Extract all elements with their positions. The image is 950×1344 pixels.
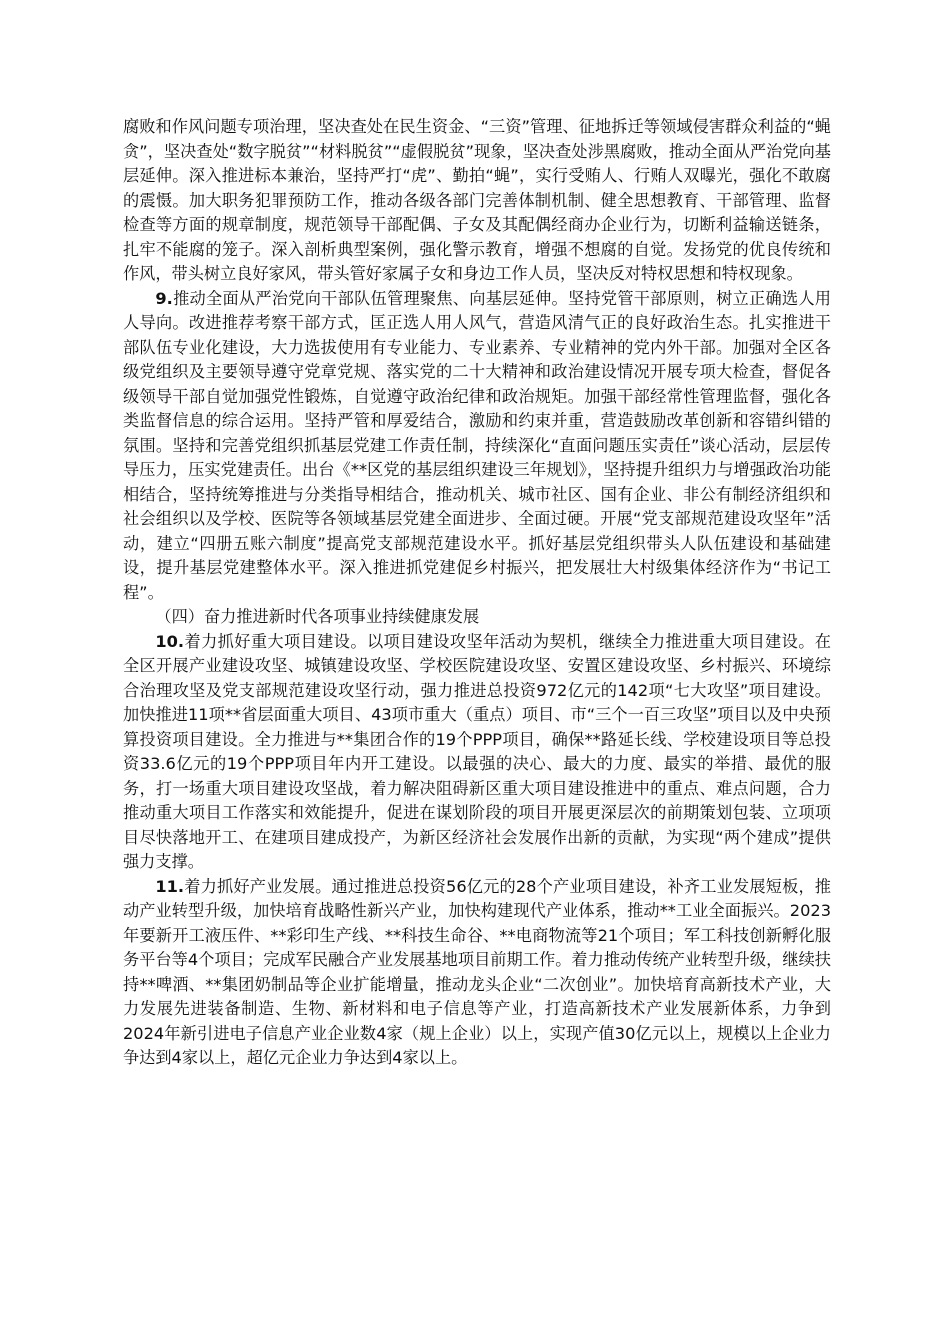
paragraph-text: 腐败和作风问题专项治理，坚决查处在民生资金、“三资”管理、征地拆迁等领域侵害群众利益的“蝇贪”，坚决查处“数字脱贫”“材料脱贫”“虚假脱贫”现象，坚决查处涉黑腐败，推动全面从严治党向基层延伸。深入推进标本兼治，坚持严打“虎”、勤拍“蝇”，实行受贿人、行贿人双曝光，强化不敢腐的震慑。加大职务犯罪预防工作，推动各级各部门完善体制机制、健全思想教育、干部管理、监督检查等方面的规章制度，规范领导干部配偶、子女及其配偶经商办企业行为，切断利益输送链条，扎牢不能腐的笼子。深入剖析典型案例，强化警示教育，增强不想腐的自觉。发扬党的优良传统和作风，带头树立良好家风，带头管好家属子女和身边工作人员，坚决反对特权思想和特权现象。 xyxy=(123,117,831,283)
section-heading-text: （四）奋力推进新时代各项事业持续健康发展 xyxy=(155,607,480,626)
item-number: 9. xyxy=(155,288,173,308)
item-number: 11. xyxy=(155,876,185,896)
section-heading xyxy=(123,605,831,630)
paragraph-text: 着力抓好产业发展。通过推进总投资56亿元的28个产业项目建设，补齐工业发展短板，推动产业转型升级，加快培育战略性新兴产业，加快构建现代产业体系，推动**工业全面振兴。2023年要新开工液压件、**彩印生产线、**科技生命谷、**电商物流等21个项目；军工科技创新孵化服务平台等4个项目；完成军民融合产业发展基地项目前期工作。着力推动传统产业转型升级，继续扶持**啤酒、**集团奶制品等企业扩能增量，推动龙头企业“二次创业”。加快培育高新技术产业，大力发展先进装备制造、生物、新材料和电子信息等产业，打造高新技术产业发展新体系，力争到2024年新引进电子信息产业企业数4家（规上企业）以上，实现产值30亿元以上，规模以上企业力争达到4家以上，超亿元企业力争达到4家以上。 xyxy=(123,876,831,1067)
paragraph-item-11 xyxy=(123,875,831,1071)
item-number: 10. xyxy=(155,631,185,651)
paragraph-item-10 xyxy=(123,630,831,875)
paragraph-item-9 xyxy=(123,287,831,606)
paragraph-continuation xyxy=(123,115,831,287)
document-page xyxy=(123,115,831,1071)
paragraph-text: 着力抓好重大项目建设。以项目建设攻坚年活动为契机，继续全力推进重大项目建设。在全区开展产业建设攻坚、城镇建设攻坚、学校医院建设攻坚、安置区建设攻坚、乡村振兴、环境综合治理攻坚及党支部规范建设攻坚行动，强力推进总投资972亿元的142项“七大攻坚”项目建设。加快推进11项**省层面重大项目、43项市重大（重点）项目、市“三个一百三攻坚”项目以及中央预算投资项目建设。全力推进与**集团合作的19个PPP项目，确保**路延长线、学校建设项目等总投资33.6亿元的19个PPP项目年内开工建设。以最强的决心、最大的力度、最实的举措、最优的服务，打一场重大项目建设攻坚战，着力解决阻碍新区重大项目建设推进中的重点、难点问题，合力推动重大项目工作落实和效能提升，促进在谋划阶段的项目开展更深层次的前期策划包装、立项项目尽快落地开工、在建项目建成投产，为新区经济社会发展作出新的贡献，为实现“两个建成”提供强力支撑。 xyxy=(123,631,831,871)
paragraph-text: 推动全面从严治党向干部队伍管理聚焦、向基层延伸。坚持党管干部原则，树立正确选人用人导向。改进推荐考察干部方式，匡正选人用人风气，营造风清气正的良好政治生态。扎实推进干部队伍专业化建设，大力选拔使用有专业能力、专业素养、专业精神的党内外干部。加强对全区各级党组织及主要领导遵守党章党规、落实党的二十大精神和政治建设情况开展专项大检查，督促各级领导干部自觉加强党性锻炼，自觉遵守政治纪律和政治规矩。加强干部经常性管理监督，强化各类监督信息的综合运用。坚持严管和厚爱结合，激励和约束并重，营造鼓励改革创新和容错纠错的氛围。坚持和完善党组织抓基层党建工作责任制，持续深化“直面问题压实责任”谈心活动，层层传导压力，压实党建责任。出台《**区党的基层组织建设三年规划》，坚持提升组织力与增强政治功能相结合，坚持统筹推进与分类指导相结合，推动机关、城市社区、国有企业、非公有制经济组织和社会组织以及学校、医院等各领域基层党建全面进步、全面过硬。开展“党支部规范建设攻坚年”活动，建立“四册五账六制度”提高党支部规范建设水平。抓好基层党组织带头人队伍建设和基础建设，提升基层党建整体水平。深入推进抓党建促乡村振兴，把发展壮大村级集体经济作为“书记工程”。 xyxy=(123,288,831,602)
